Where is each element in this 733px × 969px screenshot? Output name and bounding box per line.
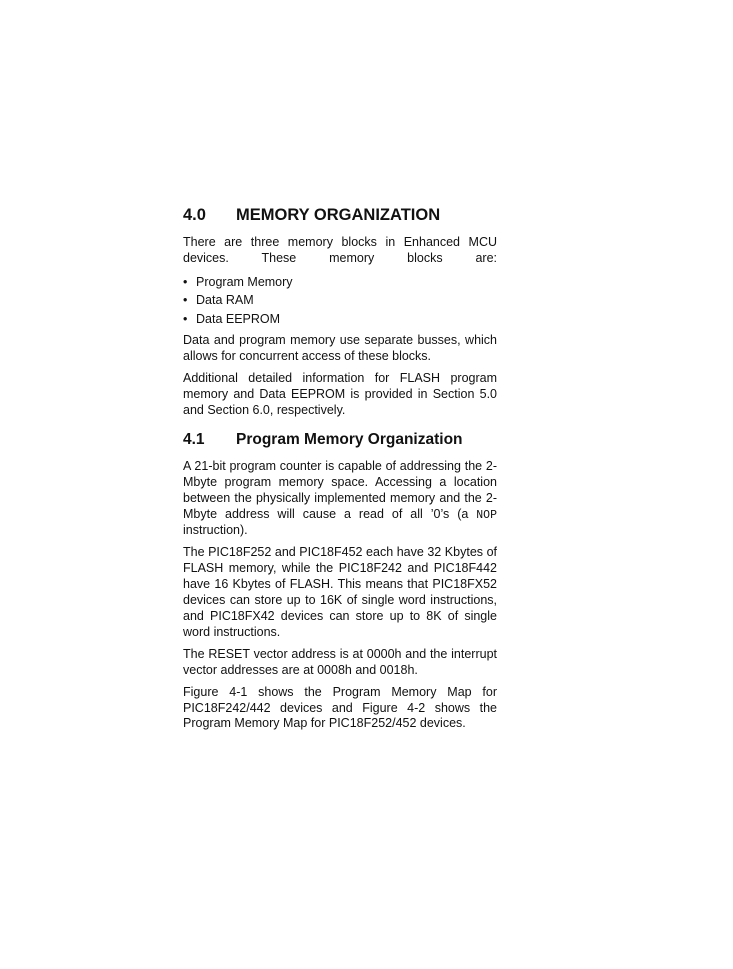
program-counter-text-end: instruction). (183, 523, 248, 538)
subsection-heading (183, 430, 497, 449)
bullet-glyph: • (183, 311, 188, 326)
reset-vector-paragraph: The RESET vector address is at 0000h and the interrupt vector addresses are at 0008h and 0018h. (183, 646, 497, 677)
nop-code: NOP (476, 508, 497, 522)
figures-paragraph: Figure 4-1 shows the Program Memory Map for PIC18F242/442 devices and Figure 4-2 shows the Program Memory Map for PIC18F252/452 devices. (183, 684, 497, 731)
list-item (183, 310, 497, 329)
list-item (183, 273, 497, 292)
section-title: MEMORY ORGANIZATION (236, 206, 441, 224)
list-item-label: Program Memory (196, 274, 293, 289)
program-counter-text: A 21-bit program counter is capable of addressing the 2-Mbyte program memory space. Accessing a location between the physically implemented memory and the 2-Mbyte address will cause a read of all ’0’s (a (183, 458, 497, 521)
busses-paragraph: Data and program memory use separate busses, which allows for concurrent access of these blocks. (183, 333, 497, 364)
devices-paragraph: The PIC18F252 and PIC18F452 each have 32 Kbytes of FLASH memory, while the PIC18F242 and PIC18F442 have 16 Kbytes of FLASH. This means that PIC18FX52 devices can store up to 16K of single word instructions, and PIC18FX42 devices can store up to 8K of single word instructions. (183, 545, 497, 639)
intro-paragraph: There are three memory blocks in Enhanced MCU devices. These memory blocks are: (183, 235, 497, 265)
subsection-number: 4.1 (183, 430, 205, 448)
section-number: 4.0 (183, 206, 206, 224)
list-item (183, 291, 497, 310)
memory-blocks-list (183, 273, 497, 329)
program-counter-paragraph (183, 459, 497, 540)
section-heading (183, 205, 497, 225)
bullet-glyph: • (183, 293, 188, 308)
subsection-title: Program Memory Organization (236, 430, 463, 448)
bullet-glyph: • (183, 274, 188, 289)
list-item-label: Data RAM (196, 293, 254, 308)
list-item-label: Data EEPROM (196, 311, 281, 326)
document-column (183, 205, 497, 738)
additional-info-paragraph: Additional detailed information for FLASH program memory and Data EEPROM is provided in Section 5.0 and Section 6.0, respectively. (183, 371, 497, 417)
